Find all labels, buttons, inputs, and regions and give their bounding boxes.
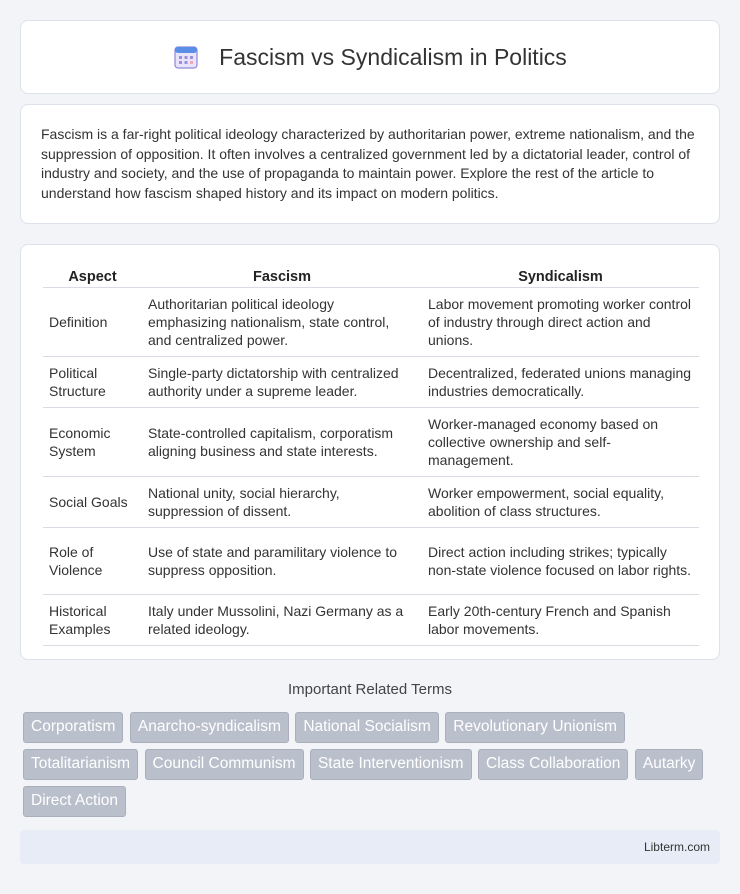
cell-fascism: National unity, social hierarchy, suppression of dissent. [142,477,422,528]
table-row [43,408,699,477]
term-tag[interactable]: Anarcho-syndicalism [130,712,289,743]
cell-syndicalism: Labor movement promoting worker control of industry through direct action and unions. [422,288,699,357]
footer-site-link[interactable]: Libterm.com [643,840,710,854]
cell-aspect: Social Goals [43,477,142,528]
cell-aspect: Political Structure [43,357,142,408]
cell-syndicalism: Decentralized, federated unions managing industries democratically. [422,357,699,408]
comparison-table-card [20,244,720,660]
cell-fascism: Italy under Mussolini, Nazi Germany as a related ideology. [142,595,422,646]
term-tag[interactable]: Revolutionary Unionism [445,712,625,743]
term-tag[interactable]: Council Communism [145,749,304,780]
header-fascism: Fascism [142,265,422,288]
term-tag[interactable]: Totalitarianism [23,749,138,780]
cell-aspect: Definition [43,288,142,357]
cell-aspect: Role of Violence [43,528,142,595]
comparison-table [43,265,699,646]
cell-aspect: Economic System [43,408,142,477]
intro-card [20,104,720,224]
footer [20,830,720,864]
page-title: Fascism vs Syndicalism in Politics [219,43,567,70]
cell-syndicalism: Direct action including strikes; typically non-state violence focused on labor rights. [422,528,699,595]
table-row [43,595,699,646]
term-tag[interactable]: National Socialism [295,712,439,743]
header-card [20,20,720,94]
cell-syndicalism: Early 20th-century French and Spanish labor movements. [422,595,699,646]
cell-syndicalism: Worker-managed economy based on collective ownership and self-management. [422,408,699,477]
term-tag[interactable]: Autarky [635,749,704,780]
cell-fascism: Use of state and paramilitary violence to suppress opposition. [142,528,422,595]
table-header-row [43,265,699,288]
term-tag[interactable]: State Interventionism [310,749,472,780]
header-syndicalism: Syndicalism [422,265,699,288]
cell-aspect: Historical Examples [43,595,142,646]
header-aspect: Aspect [43,265,142,288]
table-row [43,288,699,357]
cell-syndicalism: Worker empowerment, social equality, abolition of class structures. [422,477,699,528]
cell-fascism: Single-party dictatorship with centralized authority under a supreme leader. [142,357,422,408]
table-row [43,528,699,595]
table-row [43,477,699,528]
term-tag[interactable]: Corporatism [23,712,123,743]
cell-fascism: Authoritarian political ideology emphasizing nationalism, state control, and centralized power. [142,288,422,357]
related-terms-title: Important Related Terms [288,681,452,698]
related-terms-list [23,712,723,823]
term-tag[interactable]: Class Collaboration [478,749,628,780]
intro-text: Fascism is a far-right political ideology characterized by authoritarian power, extreme nationalism, and the suppression of opposition. It often involves a centralized government led by a dictatorial leader, control of industry and society, and the use of propaganda to maintain power. Explore the rest of the article to understand how fascism shaped history and its impact on modern politics. [41,126,695,201]
table-row [43,357,699,408]
term-tag[interactable]: Direct Action [23,786,126,817]
calendar-icon [173,44,199,70]
cell-fascism: State-controlled capitalism, corporatism aligning business and state interests. [142,408,422,477]
